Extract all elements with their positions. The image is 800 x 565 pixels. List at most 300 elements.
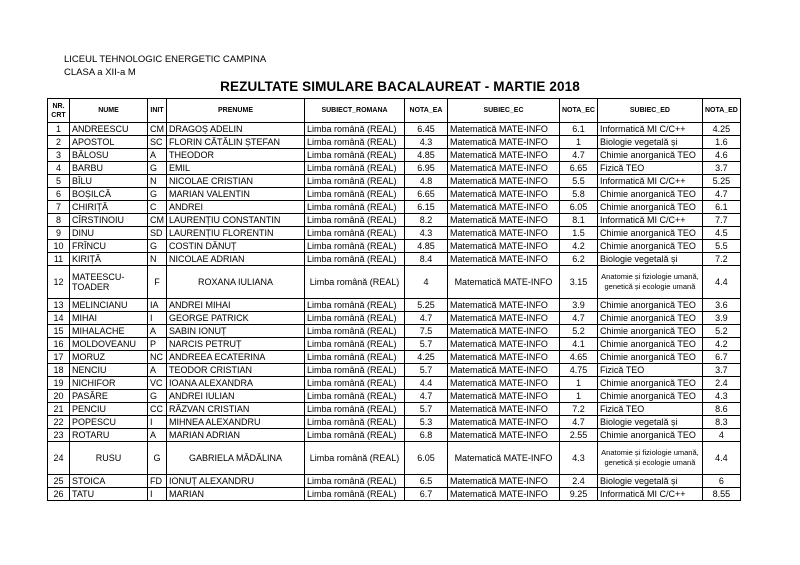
table-row	[48, 475, 741, 488]
cell-subiec-ed: Biologie vegetală și	[597, 253, 702, 266]
table-row	[48, 338, 741, 351]
cell-subiec-ed: Informatică MI C/C++	[597, 488, 702, 501]
cell-subiec-ed: Chimie anorganică TEO	[597, 351, 702, 364]
cell-init: A	[148, 149, 167, 162]
cell-subiec-ec: Matematică MATE-INFO	[448, 299, 560, 312]
cell-nr: 23	[48, 429, 70, 442]
cell-nota-ed: 6	[702, 475, 740, 488]
col-header-prenume: PRENUME	[167, 99, 305, 123]
cell-nota-ea: 4.8	[405, 175, 448, 188]
cell-init: A	[148, 364, 167, 377]
cell-nota-ea: 5.7	[405, 403, 448, 416]
col-header-nota-ec: NOTA_EC	[560, 99, 598, 123]
cell-init: G	[148, 442, 167, 475]
table-row	[48, 390, 741, 403]
cell-init: I	[148, 488, 167, 501]
cell-nr: 2	[48, 136, 70, 149]
cell-nota-ec: 4.1	[560, 338, 598, 351]
cell-nume: MIHALACHE	[70, 325, 148, 338]
cell-nota-ed: 6.7	[702, 351, 740, 364]
cell-nume: STOICA	[70, 475, 148, 488]
cell-nota-ed: 3.7	[702, 162, 740, 175]
cell-nr: 1	[48, 123, 70, 136]
cell-nota-ed: 8.55	[702, 488, 740, 501]
cell-subiec-ec: Matematică MATE-INFO	[448, 325, 560, 338]
cell-nota-ed: 4.25	[702, 123, 740, 136]
cell-subiect-romana: Limba română (REAL)	[305, 299, 405, 312]
cell-nota-ec: 1.5	[560, 227, 598, 240]
cell-nr: 24	[48, 442, 70, 475]
cell-subiect-romana: Limba română (REAL)	[305, 162, 405, 175]
col-header-subiec-ec: SUBIEC_EC	[448, 99, 560, 123]
cell-nume: ANDREESCU	[70, 123, 148, 136]
cell-subiec-ec: Matematică MATE-INFO	[448, 351, 560, 364]
cell-nota-ed: 5.2	[702, 325, 740, 338]
cell-init: C	[148, 201, 167, 214]
cell-nume: BÎLU	[70, 175, 148, 188]
table-row	[48, 403, 741, 416]
cell-subiec-ed: Anatomie și fiziologie umană, genetică și ecologie umană	[597, 442, 702, 475]
cell-nota-ec: 4.75	[560, 364, 598, 377]
cell-nume: POPESCU	[70, 416, 148, 429]
cell-subiect-romana: Limba română (REAL)	[305, 188, 405, 201]
cell-nota-ed: 4.4	[702, 442, 740, 475]
cell-subiect-romana: Limba română (REAL)	[305, 351, 405, 364]
cell-nota-ec: 1	[560, 377, 598, 390]
cell-subiect-romana: Limba română (REAL)	[305, 136, 405, 149]
table-row	[48, 442, 741, 475]
cell-nota-ea: 6.7	[405, 488, 448, 501]
cell-subiec-ed: Chimie anorganică TEO	[597, 429, 702, 442]
cell-subiect-romana: Limba română (REAL)	[305, 175, 405, 188]
cell-subiec-ed: Chimie anorganică TEO	[597, 312, 702, 325]
cell-nume: TATU	[70, 488, 148, 501]
table-row	[48, 416, 741, 429]
cell-nr: 17	[48, 351, 70, 364]
cell-subiec-ec: Matematică MATE-INFO	[448, 201, 560, 214]
cell-nr: 4	[48, 162, 70, 175]
cell-nume: MIHAI	[70, 312, 148, 325]
cell-nume: FRÎNCU	[70, 240, 148, 253]
cell-prenume: LAURENȚIU CONSTANTIN	[167, 214, 305, 227]
cell-init: G	[148, 162, 167, 175]
cell-nume: APOSTOL	[70, 136, 148, 149]
cell-nota-ed: 5.25	[702, 175, 740, 188]
col-header-nr: NR. CRT	[48, 99, 70, 123]
cell-init: F	[148, 266, 167, 299]
cell-nota-ea: 6.65	[405, 188, 448, 201]
table-row	[48, 162, 741, 175]
table-row	[48, 364, 741, 377]
cell-subiec-ed: Chimie anorganică TEO	[597, 299, 702, 312]
cell-subiect-romana: Limba română (REAL)	[305, 338, 405, 351]
cell-nr: 11	[48, 253, 70, 266]
cell-nota-ed: 3.6	[702, 299, 740, 312]
cell-subiect-romana: Limba română (REAL)	[305, 312, 405, 325]
cell-subiec-ed: Chimie anorganică TEO	[597, 390, 702, 403]
table-row	[48, 266, 741, 299]
cell-nume: CHIRIȚĂ	[70, 201, 148, 214]
table-row	[48, 175, 741, 188]
cell-subiec-ec: Matematică MATE-INFO	[448, 475, 560, 488]
table-row	[48, 214, 741, 227]
table-row	[48, 253, 741, 266]
cell-subiec-ec: Matematică MATE-INFO	[448, 364, 560, 377]
cell-nota-ea: 4	[405, 266, 448, 299]
cell-nr: 22	[48, 416, 70, 429]
cell-subiec-ec: Matematică MATE-INFO	[448, 162, 560, 175]
cell-nota-ed: 5.5	[702, 240, 740, 253]
cell-nota-ec: 6.05	[560, 201, 598, 214]
cell-nota-ed: 6.1	[702, 201, 740, 214]
cell-nota-ed: 4.4	[702, 266, 740, 299]
cell-nota-ea: 4.3	[405, 136, 448, 149]
cell-prenume: ANDREI	[167, 201, 305, 214]
cell-subiect-romana: Limba română (REAL)	[305, 240, 405, 253]
cell-subiec-ed: Anatomie și fiziologie umană, genetică și ecologie umană	[597, 266, 702, 299]
cell-nr: 13	[48, 299, 70, 312]
cell-subiec-ed: Fizică TEO	[597, 364, 702, 377]
cell-subiec-ec: Matematică MATE-INFO	[448, 253, 560, 266]
cell-nota-ea: 8.4	[405, 253, 448, 266]
cell-init: N	[148, 253, 167, 266]
cell-subiect-romana: Limba română (REAL)	[305, 442, 405, 475]
cell-init: SD	[148, 227, 167, 240]
cell-prenume: THEODOR	[167, 149, 305, 162]
cell-nota-ec: 4.7	[560, 312, 598, 325]
cell-prenume: IOANA ALEXANDRA	[167, 377, 305, 390]
cell-prenume: FLORIN CĂTĂLIN ȘTEFAN	[167, 136, 305, 149]
cell-subiec-ed: Chimie anorganică TEO	[597, 325, 702, 338]
cell-nume: CÎRSTINOIU	[70, 214, 148, 227]
cell-subiec-ec: Matematică MATE-INFO	[448, 175, 560, 188]
cell-subiec-ed: Informatică MI C/C++	[597, 214, 702, 227]
cell-prenume: EMIL	[167, 162, 305, 175]
cell-nota-ec: 6.2	[560, 253, 598, 266]
cell-nota-ea: 6.45	[405, 123, 448, 136]
cell-nota-ec: 8.1	[560, 214, 598, 227]
cell-subiec-ed: Informatică MI C/C++	[597, 123, 702, 136]
cell-prenume: GEORGE PATRICK	[167, 312, 305, 325]
cell-nota-ea: 6.5	[405, 475, 448, 488]
cell-nota-ec: 3.15	[560, 266, 598, 299]
table-row	[48, 488, 741, 501]
cell-subiec-ec: Matematică MATE-INFO	[448, 123, 560, 136]
cell-nr: 10	[48, 240, 70, 253]
cell-nota-ed: 4.2	[702, 338, 740, 351]
cell-subiec-ec: Matematică MATE-INFO	[448, 214, 560, 227]
cell-nota-ec: 5.8	[560, 188, 598, 201]
cell-prenume: ANDREI IULIAN	[167, 390, 305, 403]
cell-nume: NENCIU	[70, 364, 148, 377]
cell-nume: NICHIFOR	[70, 377, 148, 390]
cell-init: SC	[148, 136, 167, 149]
cell-nota-ea: 6.8	[405, 429, 448, 442]
cell-init: VC	[148, 377, 167, 390]
table-row	[48, 201, 741, 214]
cell-nume: KIRIȚĂ	[70, 253, 148, 266]
cell-nota-ec: 5.2	[560, 325, 598, 338]
cell-subiect-romana: Limba română (REAL)	[305, 266, 405, 299]
cell-nota-ed: 4.6	[702, 149, 740, 162]
cell-prenume: MARIAN	[167, 488, 305, 501]
cell-prenume: NICOLAE CRISTIAN	[167, 175, 305, 188]
cell-subiect-romana: Limba română (REAL)	[305, 123, 405, 136]
cell-prenume: NARCIS PETRUȚ	[167, 338, 305, 351]
cell-nota-ea: 6.95	[405, 162, 448, 175]
cell-subiect-romana: Limba română (REAL)	[305, 325, 405, 338]
cell-nr: 9	[48, 227, 70, 240]
cell-prenume: LAURENȚIU FLORENTIN	[167, 227, 305, 240]
cell-subiect-romana: Limba română (REAL)	[305, 214, 405, 227]
cell-prenume: DRAGOȘ ADELIN	[167, 123, 305, 136]
cell-init: I	[148, 416, 167, 429]
cell-subiec-ed: Biologie vegetală și	[597, 416, 702, 429]
cell-nr: 14	[48, 312, 70, 325]
cell-subiect-romana: Limba română (REAL)	[305, 488, 405, 501]
cell-nota-ea: 5.3	[405, 416, 448, 429]
cell-nota-ec: 4.65	[560, 351, 598, 364]
cell-subiect-romana: Limba română (REAL)	[305, 403, 405, 416]
cell-nr: 19	[48, 377, 70, 390]
cell-nota-ea: 4.7	[405, 312, 448, 325]
cell-nota-ea: 4.85	[405, 240, 448, 253]
col-header-subiec-ed: SUBIEC_ED	[597, 99, 702, 123]
cell-subiec-ed: Biologie vegetală și	[597, 475, 702, 488]
col-header-nume: NUME	[70, 99, 148, 123]
cell-subiec-ed: Informatică MI C/C++	[597, 175, 702, 188]
cell-subiect-romana: Limba română (REAL)	[305, 377, 405, 390]
cell-subiect-romana: Limba română (REAL)	[305, 253, 405, 266]
cell-subiec-ec: Matematică MATE-INFO	[448, 312, 560, 325]
cell-nota-ea: 5.25	[405, 299, 448, 312]
cell-nota-ec: 3.9	[560, 299, 598, 312]
cell-subiec-ed: Chimie anorganică TEO	[597, 240, 702, 253]
cell-subiec-ec: Matematică MATE-INFO	[448, 266, 560, 299]
cell-subiec-ec: Matematică MATE-INFO	[448, 136, 560, 149]
cell-nota-ea: 4.4	[405, 377, 448, 390]
cell-subiec-ed: Fizică TEO	[597, 162, 702, 175]
cell-nota-ea: 6.15	[405, 201, 448, 214]
cell-nr: 26	[48, 488, 70, 501]
cell-subiec-ec: Matematică MATE-INFO	[448, 488, 560, 501]
cell-prenume: ANDREEA ECATERINA	[167, 351, 305, 364]
table-row	[48, 377, 741, 390]
cell-nume: DINU	[70, 227, 148, 240]
cell-init: A	[148, 325, 167, 338]
cell-nota-ec: 4.3	[560, 442, 598, 475]
cell-subiec-ec: Matematică MATE-INFO	[448, 403, 560, 416]
cell-nota-ec: 1	[560, 390, 598, 403]
school-header	[64, 53, 266, 79]
cell-nota-ec: 7.2	[560, 403, 598, 416]
cell-prenume: ROXANA IULIANA	[167, 266, 305, 299]
cell-init: I	[148, 312, 167, 325]
cell-nr: 12	[48, 266, 70, 299]
cell-nota-ed: 4.3	[702, 390, 740, 403]
cell-nota-ec: 2.4	[560, 475, 598, 488]
cell-prenume: GABRIELA MĂDĂLINA	[167, 442, 305, 475]
cell-subiec-ed: Fizică TEO	[597, 403, 702, 416]
cell-subiect-romana: Limba română (REAL)	[305, 227, 405, 240]
cell-prenume: MIHNEA ALEXANDRU	[167, 416, 305, 429]
col-header-init: INIT	[148, 99, 167, 123]
cell-init: FD	[148, 475, 167, 488]
cell-nume: PASĂRE	[70, 390, 148, 403]
page-title: REZULTATE SIMULARE BACALAUREAT - MARTIE 2018	[220, 79, 580, 94]
cell-nota-ea: 5.7	[405, 338, 448, 351]
cell-nr: 15	[48, 325, 70, 338]
col-header-subiect-romana: SUBIECT_ROMANA	[305, 99, 405, 123]
cell-nota-ed: 2.4	[702, 377, 740, 390]
cell-prenume: IONUȚ ALEXANDRU	[167, 475, 305, 488]
cell-subiec-ed: Chimie anorganică TEO	[597, 338, 702, 351]
cell-nr: 8	[48, 214, 70, 227]
table-row	[48, 351, 741, 364]
col-header-nota-ed: NOTA_ED	[702, 99, 740, 123]
cell-init: P	[148, 338, 167, 351]
cell-nota-ed: 8.6	[702, 403, 740, 416]
cell-init: N	[148, 175, 167, 188]
cell-subiect-romana: Limba română (REAL)	[305, 416, 405, 429]
cell-nr: 5	[48, 175, 70, 188]
cell-nota-ed: 3.9	[702, 312, 740, 325]
cell-nume: BOȘILCĂ	[70, 188, 148, 201]
cell-init: CM	[148, 123, 167, 136]
class-name: CLASA a XII-a M	[64, 67, 136, 78]
cell-nota-ed: 1.6	[702, 136, 740, 149]
cell-nota-ec: 1	[560, 136, 598, 149]
cell-subiec-ed: Biologie vegetală și	[597, 136, 702, 149]
cell-nota-ed: 7.2	[702, 253, 740, 266]
cell-subiect-romana: Limba română (REAL)	[305, 149, 405, 162]
cell-prenume: MARIAN ADRIAN	[167, 429, 305, 442]
table-row	[48, 325, 741, 338]
cell-subiec-ec: Matematică MATE-INFO	[448, 149, 560, 162]
cell-nota-ec: 6.1	[560, 123, 598, 136]
cell-nume: PENCIU	[70, 403, 148, 416]
cell-nota-ed: 4	[702, 429, 740, 442]
cell-prenume: ANDREI MIHAI	[167, 299, 305, 312]
col-header-nota-ea: NOTA_EA	[405, 99, 448, 123]
cell-nume: BARBU	[70, 162, 148, 175]
cell-prenume: MARIAN VALENTIN	[167, 188, 305, 201]
cell-nr: 7	[48, 201, 70, 214]
cell-prenume: SABIN IONUȚ	[167, 325, 305, 338]
school-name: LICEUL TEHNOLOGIC ENERGETIC CAMPINA	[64, 54, 267, 65]
cell-subiec-ed: Chimie anorganică TEO	[597, 201, 702, 214]
cell-subiect-romana: Limba română (REAL)	[305, 201, 405, 214]
cell-nota-ea: 4.7	[405, 390, 448, 403]
table-row	[48, 312, 741, 325]
cell-subiec-ec: Matematică MATE-INFO	[448, 338, 560, 351]
cell-nume: MATEESCU-TOADER	[70, 266, 148, 299]
cell-subiec-ed: Chimie anorganică TEO	[597, 188, 702, 201]
cell-subiec-ed: Chimie anorganică TEO	[597, 377, 702, 390]
cell-subiect-romana: Limba română (REAL)	[305, 390, 405, 403]
cell-nr: 20	[48, 390, 70, 403]
cell-nr: 25	[48, 475, 70, 488]
cell-init: IA	[148, 299, 167, 312]
table-row	[48, 136, 741, 149]
cell-nume: ROTARU	[70, 429, 148, 442]
cell-subiec-ec: Matematică MATE-INFO	[448, 390, 560, 403]
cell-subiec-ec: Matematică MATE-INFO	[448, 240, 560, 253]
cell-nota-ec: 2.55	[560, 429, 598, 442]
table-row	[48, 227, 741, 240]
cell-prenume: TEODOR CRISTIAN	[167, 364, 305, 377]
cell-subiec-ec: Matematică MATE-INFO	[448, 416, 560, 429]
table-row	[48, 123, 741, 136]
cell-nume: RUSU	[70, 442, 148, 475]
cell-nr: 6	[48, 188, 70, 201]
table-row	[48, 188, 741, 201]
cell-nume: MELINCIANU	[70, 299, 148, 312]
cell-nume: BĂLOSU	[70, 149, 148, 162]
table-row	[48, 299, 741, 312]
cell-init: CM	[148, 214, 167, 227]
cell-nota-ec: 4.2	[560, 240, 598, 253]
cell-nr: 16	[48, 338, 70, 351]
cell-nota-ea: 4.85	[405, 149, 448, 162]
cell-nota-ea: 5.7	[405, 364, 448, 377]
table-header-row	[48, 99, 741, 123]
cell-nota-ea: 6.05	[405, 442, 448, 475]
cell-prenume: COSTIN DĂNUȚ	[167, 240, 305, 253]
cell-nr: 21	[48, 403, 70, 416]
cell-nota-ed: 3.7	[702, 364, 740, 377]
table-row	[48, 429, 741, 442]
cell-subiec-ed: Chimie anorganică TEO	[597, 227, 702, 240]
cell-nota-ec: 4.7	[560, 416, 598, 429]
cell-subiec-ed: Chimie anorganică TEO	[597, 149, 702, 162]
cell-prenume: NICOLAE ADRIAN	[167, 253, 305, 266]
cell-init: NC	[148, 351, 167, 364]
cell-nota-ea: 8.2	[405, 214, 448, 227]
cell-nota-ec: 6.65	[560, 162, 598, 175]
cell-nr: 3	[48, 149, 70, 162]
table-row	[48, 240, 741, 253]
cell-nr: 18	[48, 364, 70, 377]
cell-subiect-romana: Limba română (REAL)	[305, 429, 405, 442]
cell-nota-ea: 7.5	[405, 325, 448, 338]
cell-init: CC	[148, 403, 167, 416]
cell-subiect-romana: Limba română (REAL)	[305, 475, 405, 488]
results-table	[47, 98, 741, 501]
cell-nota-ea: 4.3	[405, 227, 448, 240]
cell-subiec-ec: Matematică MATE-INFO	[448, 227, 560, 240]
cell-nota-ed: 8.3	[702, 416, 740, 429]
cell-nota-ed: 7.7	[702, 214, 740, 227]
cell-nume: MORUZ	[70, 351, 148, 364]
cell-subiect-romana: Limba română (REAL)	[305, 364, 405, 377]
cell-nota-ea: 4.25	[405, 351, 448, 364]
table-row	[48, 149, 741, 162]
cell-nota-ed: 4.5	[702, 227, 740, 240]
cell-nota-ec: 5.5	[560, 175, 598, 188]
cell-subiec-ec: Matematică MATE-INFO	[448, 442, 560, 475]
cell-nume: MOLDOVEANU	[70, 338, 148, 351]
cell-nota-ec: 4.7	[560, 149, 598, 162]
cell-init: G	[148, 240, 167, 253]
cell-prenume: RĂZVAN CRISTIAN	[167, 403, 305, 416]
cell-subiec-ec: Matematică MATE-INFO	[448, 188, 560, 201]
cell-nota-ec: 9.25	[560, 488, 598, 501]
cell-nota-ed: 4.7	[702, 188, 740, 201]
cell-init: G	[148, 188, 167, 201]
cell-subiec-ec: Matematică MATE-INFO	[448, 377, 560, 390]
cell-subiec-ec: Matematică MATE-INFO	[448, 429, 560, 442]
